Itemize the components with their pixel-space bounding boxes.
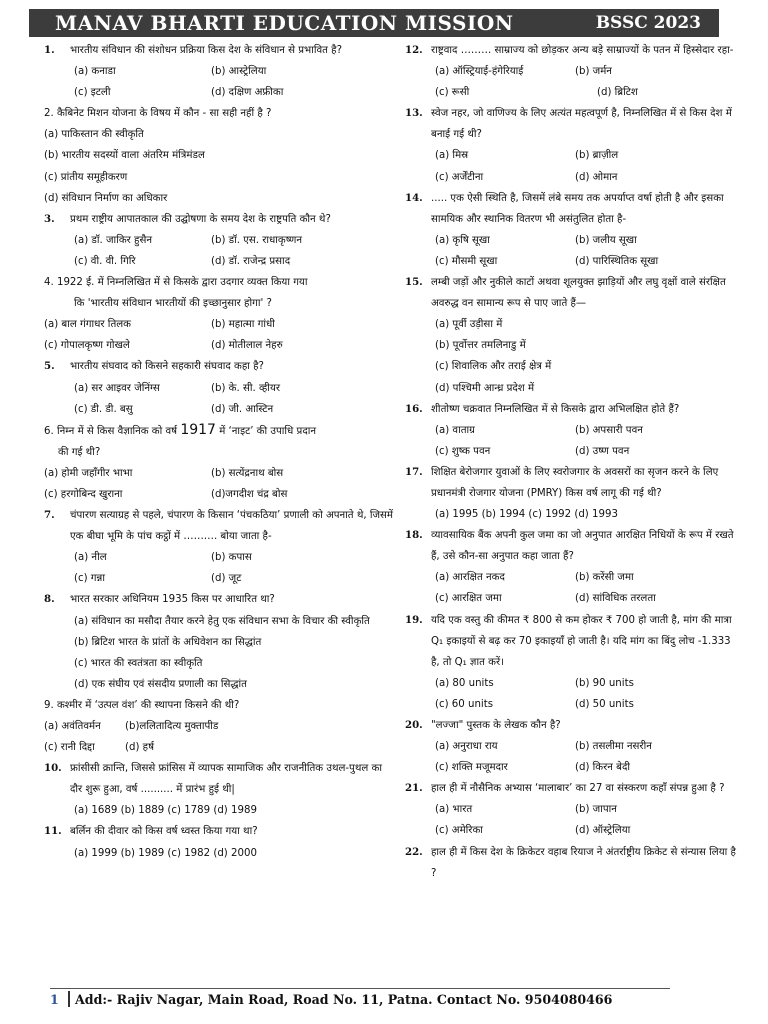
header-title: MANAV BHARTI EDUCATION MISSION — [55, 11, 514, 35]
question-19 — [405, 610, 740, 715]
option-b: (b)ललितादित्य मुक्तापीड — [125, 721, 219, 732]
question-21 — [405, 778, 740, 841]
option-b: (b) पूर्वोत्तर तमलिनाडु में — [435, 340, 526, 352]
option-b: (b) 90 units — [575, 677, 634, 689]
option-a: (a) बाल गंगाधर तिलक — [44, 319, 131, 331]
option-a: (a) संविधान का मसौदा तैयार करने हेतु एक संविधान सभा के विचार की स्वीकृति — [74, 615, 370, 627]
option-a: (a) आरक्षित नकद — [435, 572, 505, 584]
question-text-b: में ‘नाइट’ की उपाधि प्रदान — [219, 425, 317, 437]
option-c: (c) गन्ना — [74, 573, 105, 585]
option-c: (c) रानी दिद्दा — [44, 742, 95, 754]
option-a: (a) अनुराधा राय — [435, 741, 498, 753]
question-number: 14. — [405, 191, 423, 204]
question-9 — [44, 695, 394, 758]
option-d: (d) जूट — [211, 573, 242, 585]
option-a: (a) कृषि सूखा — [435, 234, 490, 246]
question-13 — [405, 103, 740, 187]
question-number: 8. — [44, 593, 55, 606]
option-d: (d) हर्ष — [125, 742, 154, 754]
question-text: राष्ट्रवाद ……… साम्राज्य को छोड़कर अन्य बड़े साम्राज्यों के पतन में हिस्सेदार रहा- — [431, 45, 734, 56]
question-6 — [44, 420, 394, 505]
question-number: 21. — [405, 782, 423, 795]
question-number: 18. — [405, 529, 423, 542]
question-4 — [44, 272, 394, 356]
header-exam: BSSC 2023 — [595, 13, 701, 33]
question-text-line-2: कि 'भारतीय संविधान भारतीयों की इच्छानुसार होगा' ? — [74, 298, 272, 310]
option-b: (b) आस्ट्रेलिया — [211, 66, 267, 78]
question-text: भारतीय संविधान की संशोधन प्रक्रिया किस देश के संविधान से प्रभावित है? — [70, 45, 342, 56]
question-text: यदि एक वस्तु की कीमत ₹ 800 से कम होकर ₹ 700 हो जाती है, मांग की मात्रा Q₁ इकाइयों से बढ़ कर 70 इकाइयाँ हो जाती है। यदि मांग का बिंदु लोच -1.333 है, तो Q₁ ज्ञात करें। — [431, 614, 732, 668]
options: (a) 1995 (b) 1994 (c) 1992 (d) 1993 — [435, 509, 618, 521]
option-b: (b) जापान — [575, 804, 617, 816]
option-d: (d) एक संघीय एवं संसदीय प्रणाली का सिद्धांत — [74, 678, 247, 690]
option-d: (d) ओमान — [575, 171, 618, 183]
question-number: 17. — [405, 465, 423, 478]
option-c: (c) वी. वी. गिरि — [74, 255, 136, 267]
question-22 — [405, 842, 740, 884]
question-number: 3. — [44, 212, 55, 225]
options: (a) 1999 (b) 1989 (c) 1982 (d) 2000 — [74, 847, 257, 859]
option-b: (b) जर्मन — [575, 66, 612, 78]
page-number: 1 — [50, 991, 59, 1007]
question-3 — [44, 209, 394, 272]
question-number: 10. — [44, 762, 62, 775]
option-a: (a) होमी जहाँगीर भाभा — [44, 467, 133, 479]
option-a: (a) 80 units — [435, 677, 494, 689]
question-text: फ्रांसीसी क्रान्ति, जिससे फ्रांसिस में व्यापक सामाजिक और राजनीतिक उथल-पुथल का दौर शुरू हुआ, वर्ष .......... में प्रारंभ हुई थी| — [70, 763, 382, 796]
question-text: बर्लिन की दीवार को किस वर्ष ध्वस्त किया गया था? — [70, 826, 258, 838]
option-d: (d) संविधान निर्माण का अधिकार — [44, 192, 168, 204]
question-text: लम्बी जड़ों और नुकीले काटों अथवा शूलयुक्त झाड़ियों और लघु वृक्षों वाले संरक्षित अवरुद्ध वन सामान्य रूप से पाए जाते हैं— — [431, 277, 726, 310]
option-a: (a) मिस्र — [435, 150, 469, 162]
option-c: (c) आरक्षित जमा — [435, 593, 502, 605]
option-c: (c) अर्जेंटीना — [435, 171, 484, 183]
option-a: (a) वाताग्र — [435, 424, 475, 436]
question-text-a: 6. निम्न में से किस वैज्ञानिक को वर्ष — [44, 425, 178, 437]
question-12 — [405, 40, 740, 103]
option-a: (a) कनाडा — [74, 66, 116, 78]
question-text: "लज्जा" पुस्तक के लेखक कौन है? — [431, 720, 561, 731]
option-a: (a) पूर्वी उड़ीसा में — [435, 319, 503, 331]
left-column — [44, 40, 394, 864]
question-number: 1. — [44, 44, 55, 56]
option-d: (d) किरन बेदी — [575, 762, 631, 774]
question-10 — [44, 758, 394, 821]
option-a: (a) सर आइवर जेनिंग्स — [74, 382, 160, 394]
option-d: (d) पश्चिमी आन्ध्र प्रदेश में — [435, 382, 535, 394]
option-d: (d) उष्ण पवन — [575, 445, 630, 457]
option-c: (c) शक्ति मजूमदार — [435, 762, 508, 774]
option-a: (a) अवंतिवर्मन — [44, 721, 101, 732]
right-column — [405, 40, 740, 884]
option-c: (c) भारत की स्वतंत्रता का स्वीकृति — [74, 657, 203, 669]
question-14 — [405, 188, 740, 272]
option-b: (b) ब्रिटिश भारत के प्रांतों के अधिवेशन का सिद्धांत — [74, 636, 262, 648]
option-c: (c) अमेरिका — [435, 825, 483, 837]
question-number: 13. — [405, 107, 423, 120]
question-number: 12. — [405, 44, 423, 56]
question-text: हाल ही में किस देश के क्रिकेटर वहाब रियाज ने अंतर्राष्ट्रीय क्रिकेट से संन्यास लिया है ? — [431, 846, 736, 879]
option-c: (c) शुष्क पवन — [435, 445, 491, 457]
option-d: (d) जी. आस्टिन — [211, 403, 274, 415]
question-year: 1917 — [180, 421, 216, 438]
option-b: (b) ब्राज़ील — [575, 150, 619, 162]
question-number: 19. — [405, 613, 423, 626]
option-c: (c) डी. डी. बसु — [74, 403, 133, 415]
option-c: (c) 60 units — [435, 698, 494, 710]
option-d: (d) सांविधिक तरलता — [575, 593, 656, 605]
option-c: (c) हरगोबिन्द खुराना — [44, 488, 123, 500]
question-15 — [405, 272, 740, 399]
question-7 — [44, 505, 394, 589]
question-text: भारतीय संघवाद को किसने सहकारी संघवाद कहा है? — [70, 361, 264, 373]
question-16 — [405, 399, 740, 462]
option-b: (b) तसलीमा नसरीन — [575, 741, 652, 753]
question-text: चंपारण सत्याग्रह से पहले, चंपारण के किसान ‘पंचकठिया’ प्रणाली को अपनाते थे, जिसमें एक बीघा भूमि के पांच कट्ठों में ………. बोया जाता है- — [70, 510, 394, 543]
option-b: (b) के. सी. व्हीयर — [211, 382, 281, 394]
question-text: व्यावसायिक बैंक अपनी कुल जमा का जो अनुपात आरक्षित निधियों के रूप में रखते हैं, उसे कौन-सा अनुपात कहा जाता हैं? — [431, 530, 734, 563]
option-b: (b) भारतीय सदस्यों वाला अंतरिम मंत्रिमंडल — [44, 150, 205, 162]
question-8 — [44, 589, 394, 694]
question-5 — [44, 356, 394, 419]
question-18 — [405, 525, 740, 609]
question-1 — [44, 40, 394, 103]
option-a: (a) पाकिस्तान की स्वीकृति — [44, 129, 144, 141]
question-number: 7. — [44, 509, 55, 522]
header-banner — [29, 9, 719, 37]
question-text: भारत सरकार अधिनियम 1935 किस पर आधारित था? — [70, 594, 275, 606]
option-d: (d) ब्रिटिश — [597, 87, 638, 99]
option-d: (d) ऑस्ट्रेलिया — [575, 825, 631, 837]
question-20 — [405, 715, 740, 778]
question-text: शिक्षित बेरोजगार युवाओं के लिए स्वरोजगार के अवसरों का सृजन करने के लिए प्रधानमंत्री रोजगार योजना (PMRY) किस वर्ष लागू की गई थी? — [431, 466, 719, 499]
question-number: 5. — [44, 360, 55, 373]
question-text-line-1: 4. 1922 ई. में निम्नलिखित में से किसके द्वारा उदगार व्यक्त किया गया — [44, 277, 308, 289]
option-b: (b) जलीय सूखा — [575, 234, 637, 246]
question-11 — [44, 821, 394, 863]
option-c: (c) प्रांतीय समूहीकरण — [44, 171, 128, 183]
option-b: (b) अपसारी पवन — [575, 424, 643, 436]
question-text: शीतोष्ण चक्रवात निम्नलिखित में से किसके द्वारा अभिलक्षित होते हैं? — [431, 403, 680, 415]
option-c: (c) मौसमी सूखा — [435, 255, 498, 267]
option-c: (c) गोपालकृष्ण गोखले — [44, 340, 130, 352]
option-d: (d) 50 units — [575, 698, 634, 710]
option-b: (b) करेंसी जमा — [575, 572, 634, 584]
option-a: (a) ऑस्ट्रियाई-हंगेरियाई — [435, 66, 524, 78]
footer-separator — [68, 991, 70, 1007]
option-b: (b) महात्मा गांधी — [211, 319, 275, 331]
question-17 — [405, 462, 740, 525]
footer-divider — [50, 988, 670, 989]
footer-address: Add:- Rajiv Nagar, Main Road, Road No. 11, Patna. Contact No. 9504080466 — [75, 991, 613, 1007]
question-text: 9. कश्मीर में ‘उत्पल वंश’ की स्थापना किसने की थी? — [44, 699, 240, 711]
options: (a) 1689 (b) 1889 (c) 1789 (d) 1989 — [74, 805, 257, 817]
option-c: (c) शिवालिक और तराई क्षेत्र में — [435, 361, 552, 373]
question-text: हाल ही में नौसैनिक अभ्यास ‘मालाबार’ का 27 वा संस्करण कहाँ संपन्न हुआ है ? — [431, 783, 725, 795]
question-text: ..... एक ऐसी स्थिति है, जिसमें लंबे समय तक अपर्याप्त वर्षा होती है और इसका सामयिक और स्थानिक वितरण भी असंतुलित होता है- — [431, 192, 724, 225]
question-number: 11. — [44, 825, 62, 838]
option-b: (b) सत्येंद्रनाथ बोस — [211, 467, 284, 479]
question-number: 22. — [405, 845, 423, 858]
footer — [50, 990, 612, 1008]
option-c: (c) इटली — [74, 87, 111, 99]
option-b: (b) कपास — [211, 552, 252, 564]
option-a: (a) भारत — [435, 804, 473, 816]
option-d: (d) डॉ. राजेन्द्र प्रसाद — [211, 255, 291, 267]
question-text: प्रथम राष्ट्रीय आपातकाल की उद्घोषणा के समय देश के राष्ट्रपति कौन थे? — [70, 213, 331, 225]
option-a: (a) डॉ. जाकिर हुसैन — [74, 234, 153, 246]
question-number: 16. — [405, 402, 423, 415]
option-a: (a) नील — [74, 552, 107, 564]
option-d: (d) पारिस्थितिक सूखा — [575, 255, 659, 267]
question-text-line-2: की गई थी? — [58, 446, 101, 458]
question-number: 15. — [405, 276, 423, 289]
option-b: (b) डॉ. एस. राधाकृष्णन — [211, 234, 303, 246]
question-text: 2. कैबिनेट मिशन योजना के विषय में कौन - सा सही नहीं है ? — [44, 108, 272, 120]
option-d: (d)जगदीश चंद्र बोस — [211, 488, 288, 500]
question-number: 20. — [405, 719, 423, 731]
option-c: (c) रूसी — [435, 87, 470, 99]
option-d: (d) दक्षिण अफ्रीका — [211, 87, 284, 99]
question-text: स्वेज नहर, जो वाणिज्य के लिए अत्यंत महत्वपूर्ण है, निम्नलिखित में से किस देश में बनाई गई थी? — [431, 108, 732, 141]
option-d: (d) मोतीलाल नेहरु — [211, 340, 283, 352]
question-2 — [44, 103, 394, 208]
